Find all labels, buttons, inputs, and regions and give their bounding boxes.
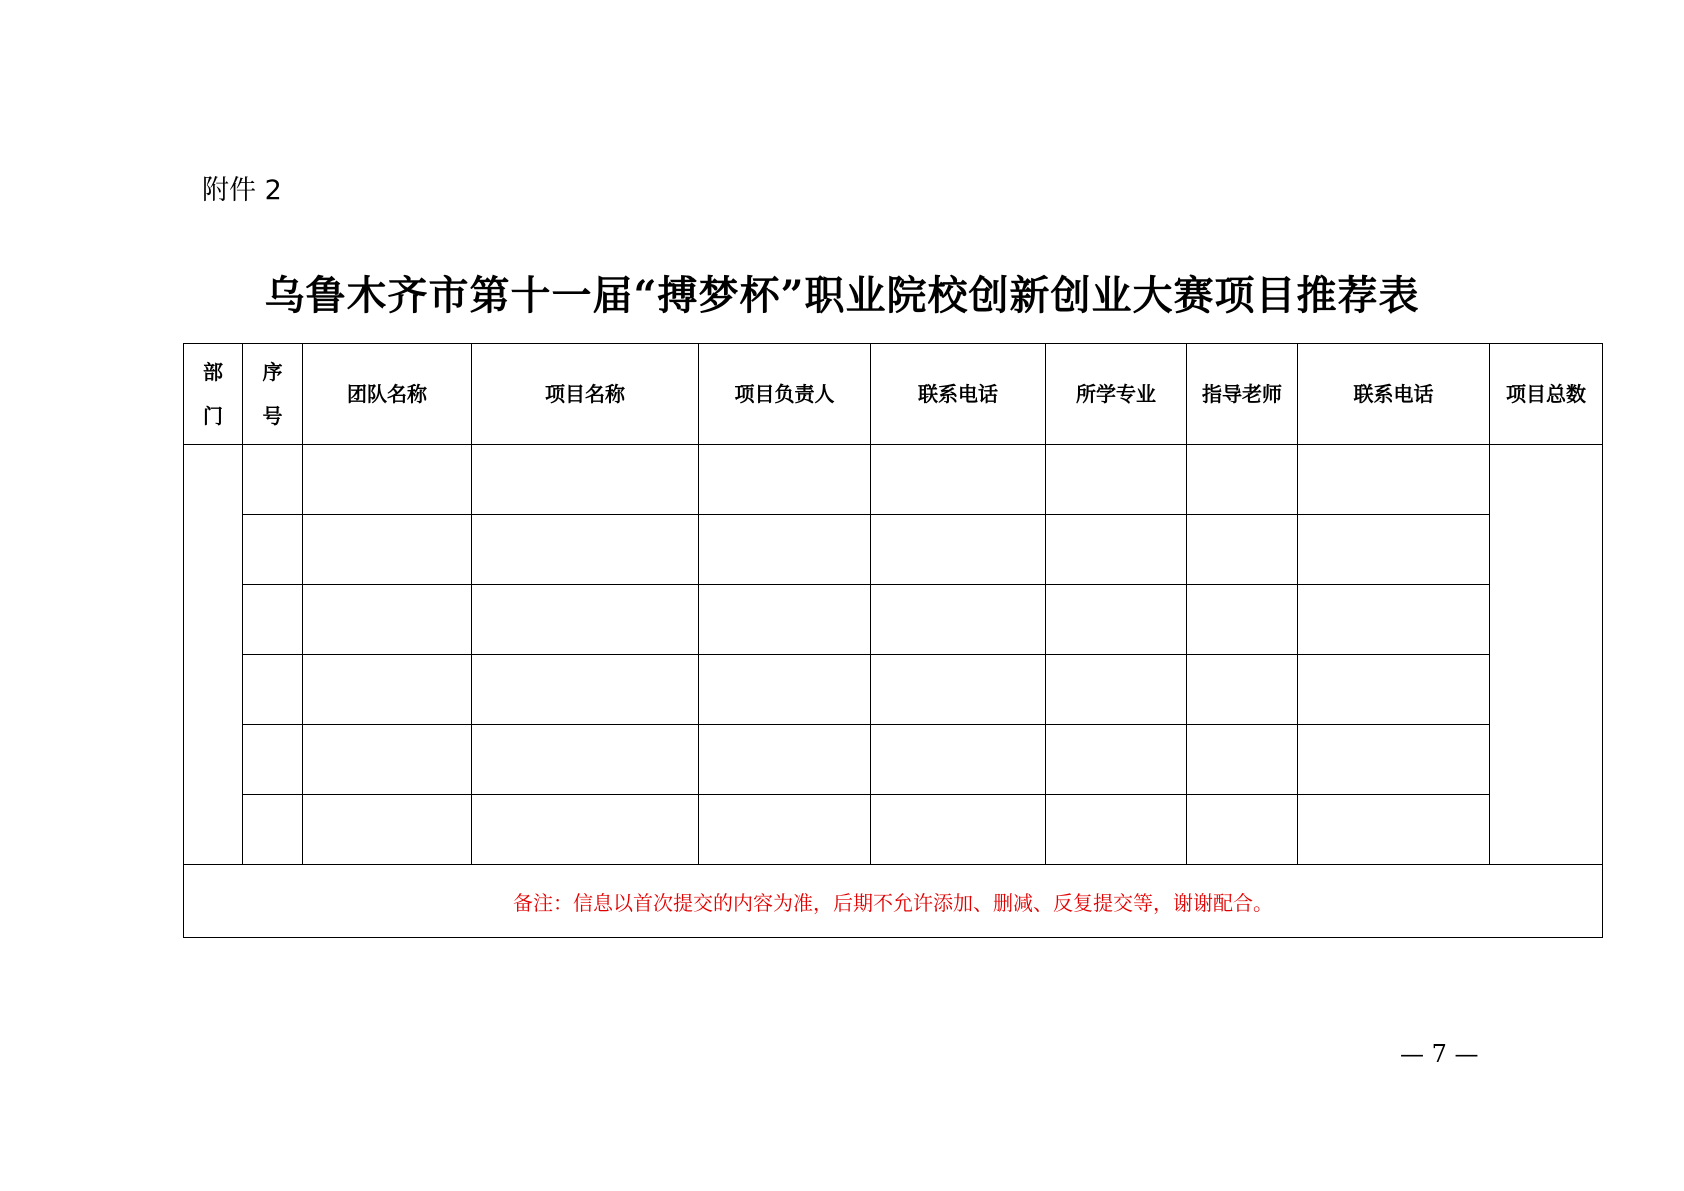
- project-lead-cell[interactable]: [699, 515, 871, 585]
- header-contact-phone-2: 联系电话: [1298, 344, 1490, 445]
- table-header-row: [184, 344, 1603, 445]
- contact-phone-cell[interactable]: [871, 515, 1046, 585]
- project-lead-cell[interactable]: [699, 655, 871, 725]
- project-name-cell[interactable]: [472, 585, 699, 655]
- header-dept: 部门: [184, 344, 243, 445]
- table-row: [184, 515, 1603, 585]
- advisor-cell[interactable]: [1187, 725, 1298, 795]
- table-row: [184, 725, 1603, 795]
- seq-cell[interactable]: [243, 655, 303, 725]
- contact-phone-cell[interactable]: [871, 585, 1046, 655]
- header-team-name: 团队名称: [303, 344, 472, 445]
- recommendation-table: [183, 343, 1603, 938]
- project-name-cell[interactable]: [472, 655, 699, 725]
- page-number: — 7 —: [1400, 1040, 1479, 1068]
- table-row: [184, 655, 1603, 725]
- contact-phone-2-cell[interactable]: [1298, 585, 1490, 655]
- seq-cell[interactable]: [243, 445, 303, 515]
- advisor-cell[interactable]: [1187, 515, 1298, 585]
- advisor-cell[interactable]: [1187, 655, 1298, 725]
- contact-phone-2-cell[interactable]: [1298, 795, 1490, 865]
- team-name-cell[interactable]: [303, 445, 472, 515]
- contact-phone-cell[interactable]: [871, 445, 1046, 515]
- table-row: [184, 585, 1603, 655]
- seq-cell[interactable]: [243, 725, 303, 795]
- header-project-lead: 项目负责人: [699, 344, 871, 445]
- project-lead-cell[interactable]: [699, 725, 871, 795]
- seq-cell[interactable]: [243, 585, 303, 655]
- project-name-cell[interactable]: [472, 725, 699, 795]
- header-project-total: 项目总数: [1490, 344, 1603, 445]
- contact-phone-2-cell[interactable]: [1298, 725, 1490, 795]
- major-cell[interactable]: [1046, 795, 1187, 865]
- document-title: 乌鲁木齐市第十一届“搏梦杯”职业院校创新创业大赛项目推荐表: [264, 272, 1420, 319]
- contact-phone-cell[interactable]: [871, 725, 1046, 795]
- header-contact-phone: 联系电话: [871, 344, 1046, 445]
- table-row: [184, 795, 1603, 865]
- major-cell[interactable]: [1046, 585, 1187, 655]
- project-total-cell[interactable]: [1490, 445, 1603, 865]
- attachment-label: 附件 2: [202, 175, 282, 206]
- header-advisor: 指导老师: [1187, 344, 1298, 445]
- contact-phone-2-cell[interactable]: [1298, 655, 1490, 725]
- project-name-cell[interactable]: [472, 445, 699, 515]
- contact-phone-2-cell[interactable]: [1298, 445, 1490, 515]
- team-name-cell[interactable]: [303, 515, 472, 585]
- major-cell[interactable]: [1046, 725, 1187, 795]
- project-name-cell[interactable]: [472, 515, 699, 585]
- project-lead-cell[interactable]: [699, 445, 871, 515]
- advisor-cell[interactable]: [1187, 795, 1298, 865]
- advisor-cell[interactable]: [1187, 585, 1298, 655]
- major-cell[interactable]: [1046, 515, 1187, 585]
- dept-cell[interactable]: [184, 445, 243, 865]
- table-row: [184, 445, 1603, 515]
- seq-cell[interactable]: [243, 795, 303, 865]
- project-name-cell[interactable]: [472, 795, 699, 865]
- header-major: 所学专业: [1046, 344, 1187, 445]
- major-cell[interactable]: [1046, 445, 1187, 515]
- note-text: 备注：信息以首次提交的内容为准，后期不允许添加、删减、反复提交等，谢谢配合。: [184, 865, 1603, 938]
- contact-phone-cell[interactable]: [871, 795, 1046, 865]
- seq-cell[interactable]: [243, 515, 303, 585]
- project-lead-cell[interactable]: [699, 585, 871, 655]
- team-name-cell[interactable]: [303, 795, 472, 865]
- header-seq: 序号: [243, 344, 303, 445]
- contact-phone-2-cell[interactable]: [1298, 515, 1490, 585]
- contact-phone-cell[interactable]: [871, 655, 1046, 725]
- project-lead-cell[interactable]: [699, 795, 871, 865]
- team-name-cell[interactable]: [303, 655, 472, 725]
- team-name-cell[interactable]: [303, 585, 472, 655]
- team-name-cell[interactable]: [303, 725, 472, 795]
- header-project-name: 项目名称: [472, 344, 699, 445]
- advisor-cell[interactable]: [1187, 445, 1298, 515]
- note-row: [184, 865, 1603, 938]
- major-cell[interactable]: [1046, 655, 1187, 725]
